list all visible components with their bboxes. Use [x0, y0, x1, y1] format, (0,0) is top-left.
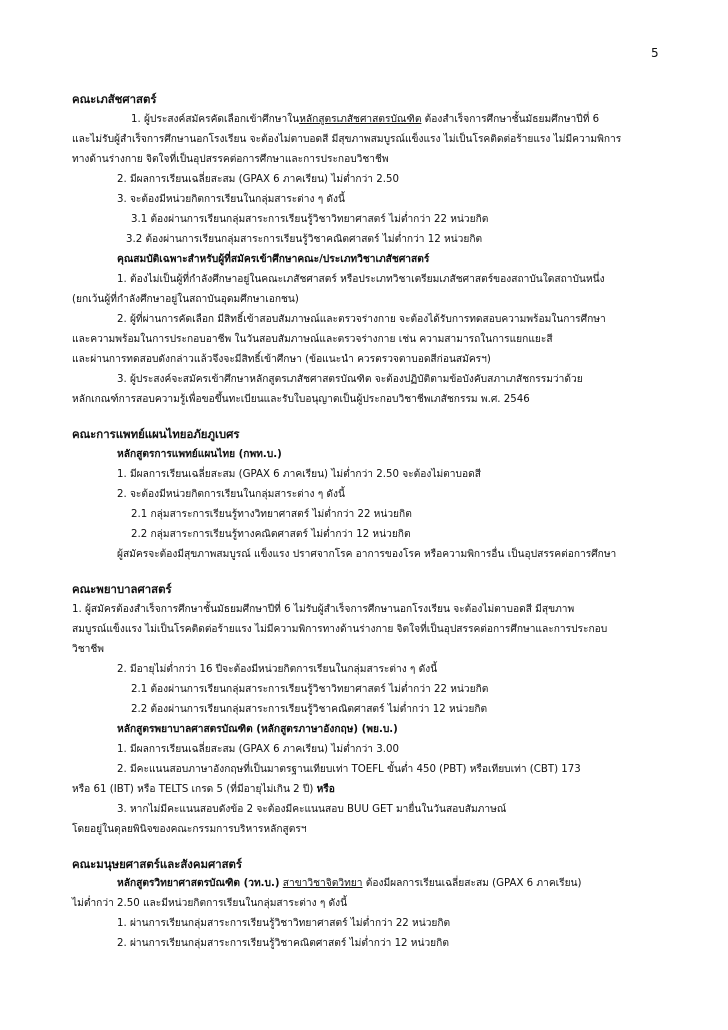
humanities-program: หลักสูตรวิทยาศาสตรบัณฑิต (วท.บ.) — [117, 878, 280, 889]
nursing-item-2-2: 2.2 ต้องผ่านการเรียนกลุ่มสาระการเรียนรู้วิชาคณิตศาสตร์ ไม่ต่ำกว่า 12 หน่วยกิต — [131, 704, 488, 715]
nursing-item-1-line-3: วิชาชีพ — [72, 644, 104, 655]
pharmacy-special-2: 2. ผู้ที่ผ่านการคัดเลือก มีสิทธิ์เข้าสอบสัมภาษณ์และตรวจร่างกาย จะต้องได้รับการทดสอบความพร้อมในการศึกษา — [117, 314, 606, 325]
thai-med-item-2-1: 2.1 กลุ่มสาระการเรียนรู้ทางวิทยาศาสตร์ ไม่ต่ำกว่า 22 หน่วยกิต — [131, 509, 412, 520]
pharmacy-item-1-text-b: ต้องสำเร็จการศึกษาชั้นมัธยมศึกษาปีที่ 6 — [421, 114, 600, 125]
humanities-item-1: 1. ผ่านการเรียนกลุ่มสาระการเรียนรู้วิชาวิทยาศาสตร์ ไม่ต่ำกว่า 22 หน่วยกิต — [117, 918, 451, 929]
nursing-program-item-2-text: หรือ 61 (IBT) หรือ TELTS เกรด 5 (ที่มีอายุไม่เกิน 2 ปี) — [72, 784, 317, 795]
thai-med-item-2-2: 2.2 กลุ่มสาระการเรียนรู้ทางคณิตศาสตร์ ไม่ต่ำกว่า 12 หน่วยกิต — [131, 529, 411, 540]
nursing-program-item-3: 3. หากไม่มีคะแนนสอบดังข้อ 2 จะต้องมีคะแนนสอบ BUU GET มายื่นในวันสอบสัมภาษณ์ — [117, 804, 507, 815]
page-number: 5 — [651, 46, 659, 60]
nursing-item-2: 2. มีอายุไม่ต่ำกว่า 16 ปีจะต้องมีหน่วยกิตการเรียนในกลุ่มสาระต่าง ๆ ดังนี้ — [117, 664, 438, 675]
nursing-item-1: 1. ผู้สมัครต้องสำเร็จการศึกษาชั้นมัธยมศึกษาปีที่ 6 ไม่รับผู้สำเร็จการศึกษานอกโรงเรียน จะต้องไม่ตาบอดสี มีสุขภาพ — [72, 604, 575, 615]
thai-med-heading: คณะการแพทย์แผนไทยอภัยภูเบศร — [72, 427, 240, 441]
pharmacy-item-1 — [131, 113, 599, 127]
pharmacy-special-3-line-2: หลักเกณฑ์การสอบความรู้เพื่อขอขึ้นทะเบียนและรับใบอนุญาตเป็นผู้ประกอบวิชาชีพเภสัชกรรม พ.ศ. 2546 — [72, 394, 530, 405]
pharmacy-item-1-line-3: ทางด้านร่างกาย จิตใจที่เป็นอุปสรรคต่อการศึกษาและการประกอบวิชาชีพ — [72, 154, 389, 165]
pharmacy-special-1-line-2: (ยกเว้นผู้ที่กำลังศึกษาอยู่ในสถาบันอุดมศึกษาเอกชน) — [72, 294, 299, 305]
thai-med-item-1: 1. มีผลการเรียนเฉลี่ยสะสม (GPAX 6 ภาคเรียน) ไม่ต่ำกว่า 2.50 จะต้องไม่ตาบอดสี — [117, 469, 481, 480]
nursing-program: หลักสูตรพยาบาลศาสตรบัณฑิต (หลักสูตรภาษาอังกฤษ) (พย.บ.) — [117, 724, 398, 735]
humanities-program-line — [117, 877, 582, 891]
nursing-program-item-2-line-2 — [72, 783, 335, 797]
pharmacy-item-3-1: 3.1 ต้องผ่านการเรียนกลุ่มสาระการเรียนรู้วิชาวิทยาศาสตร์ ไม่ต่ำกว่า 22 หน่วยกิต — [131, 214, 489, 225]
pharmacy-special-2-line-3: และผ่านการทดสอบดังกล่าวแล้วจึงจะมีสิทธิ์เข้าศึกษา (ข้อแนะนำ ควรตรวจตาบอดสีก่อนสมัครฯ) — [72, 354, 491, 365]
nursing-heading: คณะพยาบาลศาสตร์ — [72, 582, 172, 596]
thai-med-note: ผู้สมัครจะต้องมีสุขภาพสมบูรณ์ แข็งแรง ปราศจากโรค อาการของโรค หรือความพิการอื่น เป็นอุปสรรคต่อการศึกษา — [117, 549, 617, 560]
nursing-item-2-1: 2.1 ต้องผ่านการเรียนกลุ่มสาระการเรียนรู้วิชาวิทยาศาสตร์ ไม่ต่ำกว่า 22 หน่วยกิต — [131, 684, 489, 695]
humanities-item-2: 2. ผ่านการเรียนกลุ่มสาระการเรียนรู้วิชาคณิตศาสตร์ ไม่ต่ำกว่า 12 หน่วยกิต — [117, 938, 449, 949]
nursing-program-item-2-or: หรือ — [316, 784, 335, 795]
thai-med-program: หลักสูตรการแพทย์แผนไทย (กพท.บ.) — [117, 449, 282, 460]
nursing-program-item-1: 1. มีผลการเรียนเฉลี่ยสะสม (GPAX 6 ภาคเรียน) ไม่ต่ำกว่า 3.00 — [117, 744, 399, 755]
nursing-program-item-3-line-2: โดยอยู่ในดุลยพินิจของคณะกรรมการบริหารหลักสูตรฯ — [72, 824, 307, 835]
nursing-program-item-2: 2. มีคะแนนสอบภาษาอังกฤษที่เป็นมาตรฐานเทียบเท่า TOEFL ขั้นต่ำ 450 (PBT) หรือเทียบเท่า (CBT) 173 — [117, 764, 581, 775]
pharmacy-item-1-text-a: 1. ผู้ประสงค์สมัครคัดเลือกเข้าศึกษาใน — [131, 114, 300, 125]
pharmacy-program-link[interactable]: หลักสูตรเภสัชศาสตรบัณฑิต — [299, 114, 422, 125]
pharmacy-special-2-line-2: และความพร้อมในการประกอบอาชีพ ในวันสอบสัมภาษณ์และตรวจร่างกาย เช่น ความสามารถในการแยกแยะสี — [72, 334, 553, 345]
humanities-major-link[interactable]: สาขาวิชาจิตวิทยา — [282, 878, 363, 889]
humanities-program-rest: ต้องมีผลการเรียนเฉลี่ยสะสม (GPAX 6 ภาคเรียน) — [362, 878, 582, 889]
pharmacy-item-3-2: 3.2 ต้องผ่านการเรียนกลุ่มสาระการเรียนรู้วิชาคณิตศาสตร์ ไม่ต่ำกว่า 12 หน่วยกิต — [126, 234, 483, 245]
pharmacy-item-2: 2. มีผลการเรียนเฉลี่ยสะสม (GPAX 6 ภาคเรียน) ไม่ต่ำกว่า 2.50 — [117, 174, 399, 185]
humanities-heading: คณะมนุษยศาสตร์และสังคมศาสตร์ — [72, 857, 243, 871]
humanities-line-2: ไม่ต่ำกว่า 2.50 และมีหน่วยกิตการเรียนในกลุ่มสาระต่าง ๆ ดังนี้ — [72, 898, 348, 909]
pharmacy-special-1: 1. ต้องไม่เป็นผู้ที่กำลังศึกษาอยู่ในคณะเภสัชศาสตร์ หรือประเภทวิชาเตรียมเภสัชศาสตร์ของสถาบันใดสถาบันหนึ่ง — [117, 274, 605, 285]
nursing-item-1-line-2: สมบูรณ์แข็งแรง ไม่เป็นโรคติดต่อร้ายแรง ไม่มีความพิการทางด้านร่างกาย จิตใจที่เป็นอุปสรรคต่อการศึกษาและการประกอบ — [72, 624, 608, 635]
thai-med-item-2: 2. จะต้องมีหน่วยกิตการเรียนในกลุ่มสาระต่าง ๆ ดังนี้ — [117, 489, 345, 500]
pharmacy-item-1-line-2: และไม่รับผู้สำเร็จการศึกษานอกโรงเรียน จะต้องไม่ตาบอดสี มีสุขภาพสมบูรณ์แข็งแรง ไม่เป็นโรคติดต่อร้ายแรง ไม่มีความพิการ — [72, 134, 622, 145]
pharmacy-item-3: 3. จะต้องมีหน่วยกิตการเรียนในกลุ่มสาระต่าง ๆ ดังนี้ — [117, 194, 345, 205]
pharmacy-special-heading: คุณสมบัติเฉพาะสำหรับผู้ที่สมัครเข้าศึกษาคณะ/ประเภทวิชาเภสัชศาสตร์ — [117, 254, 430, 265]
pharmacy-heading: คณะเภสัชศาสตร์ — [72, 92, 157, 106]
pharmacy-special-3: 3. ผู้ประสงค์จะสมัครเข้าศึกษาหลักสูตรเภสัชศาสตรบัณฑิต จะต้องปฏิบัติตามข้อบังคับสภาเภสัชกรรมว่าด้วย — [117, 374, 583, 385]
